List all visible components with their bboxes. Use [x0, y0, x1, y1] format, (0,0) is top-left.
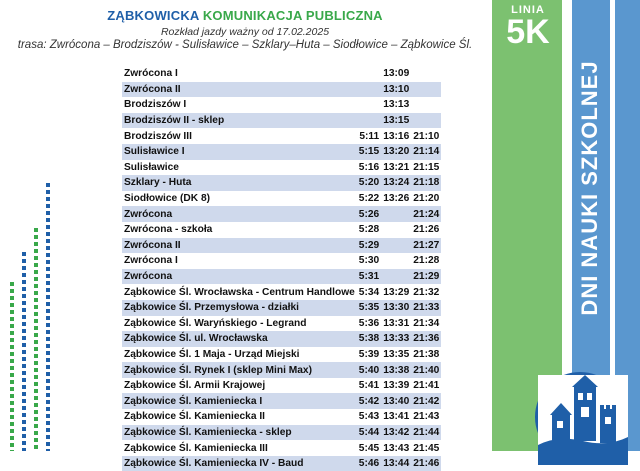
departure-time: 5:43 — [358, 411, 380, 423]
table-row — [122, 191, 441, 207]
departure-time — [411, 113, 441, 129]
departure-time: 21:29 — [411, 269, 441, 285]
departure-time: 13:24 — [381, 175, 411, 191]
stop-name: Ząbkowice Śl. Waryńskiego - Legrand — [124, 317, 307, 329]
table-row — [122, 97, 441, 113]
departure-time: 21:34 — [413, 317, 440, 329]
departure-time: 21:42 — [411, 393, 441, 409]
table-row — [122, 362, 441, 378]
departure-time: 21:44 — [411, 425, 441, 441]
stop-name: Zwrócona I — [124, 255, 178, 267]
departure-time — [381, 269, 411, 285]
departure-time: 13:41 — [383, 411, 410, 423]
departure-time: 21:43 — [413, 411, 440, 423]
stop-name: Brodziszów I — [124, 99, 187, 111]
table-row — [122, 66, 441, 82]
departure-time: 5:35 — [357, 300, 381, 316]
departure-time: 13:29 — [383, 286, 410, 298]
departure-time: 13:13 — [383, 99, 410, 111]
table-row — [122, 378, 441, 394]
stop-name: Ząbkowice Śl. Kamieniecka IV - Baud — [122, 456, 357, 471]
stop-name: Zwrócona — [122, 269, 357, 285]
table-row — [122, 160, 441, 176]
service-days-title: DNI NAUKI SZKOLNEJ — [577, 60, 602, 316]
table-row — [122, 300, 441, 316]
stop-name: Ząbkowice Śl. Wrocławska - Centrum Handlowe — [124, 286, 355, 298]
departure-time — [357, 82, 381, 98]
stop-name: Ząbkowice Śl. Kamieniecka II — [124, 411, 265, 423]
departure-time: 13:15 — [381, 113, 411, 129]
departure-time: 5:16 — [358, 161, 380, 173]
stop-name: Szklary - Huta — [122, 175, 357, 191]
table-row — [122, 456, 441, 471]
stop-name: Ząbkowice Śl. Kamieniecka - sklep — [122, 425, 357, 441]
departure-time: 13:42 — [381, 425, 411, 441]
table-row — [122, 113, 441, 129]
stop-name: Siodłowice (DK 8) — [124, 193, 211, 205]
decorative-dots — [10, 282, 14, 451]
line-word: LINIA — [511, 4, 545, 16]
departure-time: 21:24 — [411, 206, 441, 222]
stop-name: Ząbkowice Śl. ul. Wrocławska — [122, 331, 357, 347]
departure-time: 13:09 — [383, 68, 410, 80]
departure-time — [381, 222, 411, 238]
table-row — [122, 347, 441, 363]
departure-time: 5:38 — [357, 331, 381, 347]
departure-time: 21:15 — [413, 161, 440, 173]
decorative-dots — [46, 183, 50, 451]
departure-time: 21:36 — [411, 331, 441, 347]
departure-time: 21:40 — [411, 362, 441, 378]
departure-time: 5:42 — [357, 393, 381, 409]
departure-time — [381, 253, 411, 269]
table-row — [122, 425, 441, 441]
departure-time — [381, 238, 411, 254]
table-row — [122, 269, 441, 285]
table-row — [122, 409, 441, 425]
departure-time: 5:46 — [357, 456, 381, 471]
timetable-header — [0, 8, 490, 51]
table-row — [122, 316, 441, 332]
departure-time: 5:31 — [357, 269, 381, 285]
departure-time: 21:32 — [413, 286, 440, 298]
departure-time: 21:26 — [413, 224, 440, 236]
validity-note: Rozkład jazdy ważny od 17.02.2025 — [160, 26, 330, 38]
departure-time: 5:22 — [358, 193, 380, 205]
departure-time: 13:16 — [383, 130, 410, 142]
stop-name: Brodziszów III — [124, 130, 192, 142]
stop-name: Zwrócona II — [122, 82, 357, 98]
stop-name: Sulisławice I — [122, 144, 357, 160]
town-emblem-icon — [535, 372, 625, 462]
departure-time — [357, 113, 381, 129]
decorative-dots — [22, 252, 26, 451]
departure-time: 5:26 — [357, 206, 381, 222]
table-row — [122, 222, 441, 238]
departure-time: 5:44 — [357, 425, 381, 441]
departure-time: 21:38 — [413, 348, 440, 360]
table-row — [122, 206, 441, 222]
departure-time: 21:41 — [413, 380, 440, 392]
stop-name: Zwrócona — [122, 206, 357, 222]
departure-time: 13:30 — [381, 300, 411, 316]
departure-time: 5:34 — [358, 286, 380, 298]
departure-time — [411, 97, 441, 113]
line-label — [498, 4, 558, 51]
stop-name: Brodziszów II - sklep — [122, 113, 357, 129]
departure-time: 13:26 — [383, 193, 410, 205]
departure-time: 5:15 — [357, 144, 381, 160]
departure-time: 13:33 — [381, 331, 411, 347]
stop-name: Zwrócona II — [122, 238, 357, 254]
departure-time: 5:45 — [358, 442, 380, 454]
table-row — [122, 284, 441, 300]
departure-time: 5:11 — [359, 130, 380, 142]
table-row — [122, 82, 441, 98]
departure-time — [357, 97, 381, 113]
departure-time: 5:20 — [357, 175, 381, 191]
departure-time: 13:39 — [383, 380, 410, 392]
table-row — [122, 175, 441, 191]
departure-time: 5:28 — [358, 224, 380, 236]
departure-time: 21:14 — [411, 144, 441, 160]
departure-time: 13:38 — [381, 362, 411, 378]
departure-time: 21:28 — [413, 255, 440, 267]
departure-time: 21:33 — [411, 300, 441, 316]
departure-time: 13:31 — [383, 317, 410, 329]
table-row — [122, 253, 441, 269]
stop-name: Ząbkowice Śl. Armii Krajowej — [124, 380, 266, 392]
stop-name: Zwrócona - szkoła — [124, 224, 213, 236]
departure-time: 5:39 — [358, 348, 380, 360]
departure-time: 21:18 — [411, 175, 441, 191]
stop-name: Ząbkowice Śl. Przemysłowa - działki — [122, 300, 357, 316]
departure-time — [411, 82, 441, 98]
table-row — [122, 440, 441, 456]
stop-name: Ząbkowice Śl. Kamieniecka III — [124, 442, 268, 454]
stop-name: Sulisławice — [124, 161, 179, 173]
stop-name: Ząbkowice Śl. 1 Maja - Urząd Miejski — [124, 348, 300, 360]
departure-time: 5:40 — [357, 362, 381, 378]
departure-time: 21:10 — [413, 130, 440, 142]
departure-time: 13:20 — [381, 144, 411, 160]
departure-time: 13:10 — [381, 82, 411, 98]
departure-time: 13:44 — [381, 456, 411, 471]
table-row — [122, 393, 441, 409]
table-row — [122, 238, 441, 254]
departure-time — [411, 66, 441, 82]
departure-time: 5:29 — [357, 238, 381, 254]
brand-name-green: KOMUNIKACJA PUBLICZNA — [202, 8, 383, 23]
departure-time: 5:41 — [358, 380, 380, 392]
departure-time: 21:27 — [411, 238, 441, 254]
departure-time: 13:21 — [383, 161, 410, 173]
departure-time: 21:45 — [413, 442, 440, 454]
stop-name: Ząbkowice Śl. Kamieniecka I — [122, 393, 357, 409]
line-number: 5K — [506, 13, 550, 51]
departure-time — [357, 66, 381, 82]
brand-title — [0, 8, 490, 23]
departure-time: 5:36 — [358, 317, 380, 329]
departure-time: 13:35 — [383, 348, 410, 360]
timetable — [122, 66, 441, 471]
departure-time: 13:43 — [383, 442, 410, 454]
table-row — [122, 331, 441, 347]
departure-time — [381, 206, 411, 222]
route-description: trasa: Zwrócona – Brodziszów - Sulisławice – Szklary–Huta – Siodłowice – Ząbkowice Śl. — [17, 39, 473, 51]
departure-time: 21:20 — [413, 193, 440, 205]
stop-name: Zwrócona I — [124, 68, 178, 80]
departure-time: 13:40 — [381, 393, 411, 409]
decorative-dots — [34, 228, 38, 451]
stop-name: Ząbkowice Śl. Rynek I (sklep Mini Max) — [122, 362, 357, 378]
brand-name-blue: ZĄBKOWICKA — [107, 8, 200, 23]
departure-time: 5:30 — [358, 255, 380, 267]
table-row — [122, 128, 441, 144]
departure-time: 21:46 — [411, 456, 441, 471]
table-row — [122, 144, 441, 160]
